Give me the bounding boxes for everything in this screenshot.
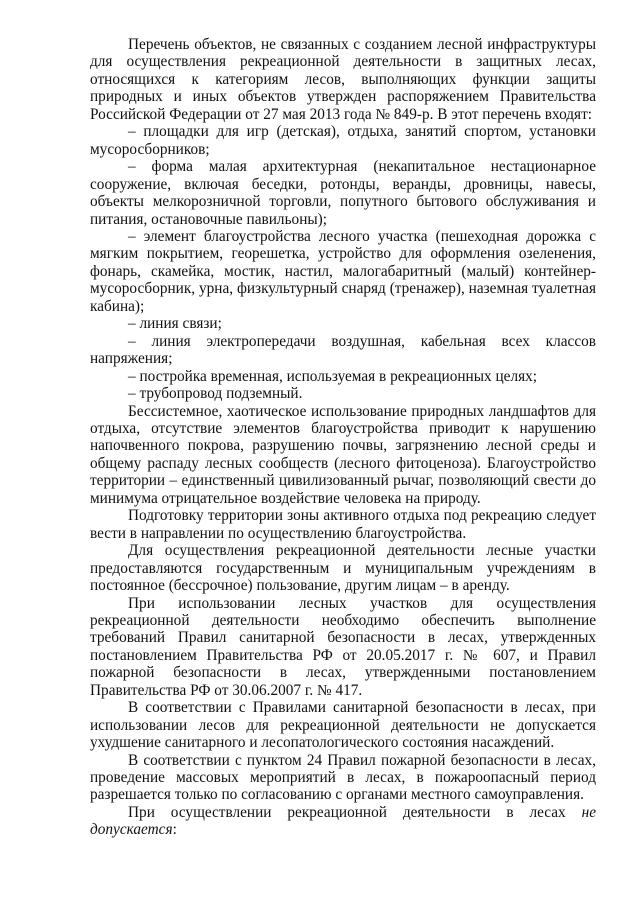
list-item-communication-line: – линия связи; (128, 315, 222, 333)
paragraph-prohibitions (90, 804, 596, 839)
paragraph-intro: Перечень объектов, не связанных с созданием лесной инфраструктуры для осуществления рекреационной деятельности в защитных лесах, относящихся к категориям лесов, выполняющих функции защиты природных и иных объектов утвержден распоряжением Правительства Российской Федерации от 27 мая 2013 года № 849-р. В этот перечень входят: (90, 36, 596, 123)
prohibitions-text: При осуществлении рекреационной деятельности в лесах (128, 803, 582, 821)
prohibitions-tail: : (172, 821, 177, 839)
list-item-power-line: – линия электропередачи воздушная, кабельная всех классов напряжения; (90, 332, 596, 368)
paragraph-sanitary-rules: В соответствии с Правилами санитарной безопасности в лесах, при использовании лесов для рекреационной деятельности не допускается ухудшение санитарного и лесопатологического состояния насаждений. (90, 699, 596, 752)
list-item-underground-pipeline: – трубопровод подземный. (128, 385, 303, 403)
list-item-landscaping-element: – элемент благоустройства лесного участка (пешеходная дорожка с мягким покрытием, георешетка, устройство для оформления озеленения, фонарь, скамейка, мостик, настил, малогабаритный (малый) контейнер-мусоросборник, урна, физкультурный снаряд (тренажер), наземная туалетная кабина); (90, 227, 596, 315)
list-item-small-architecture: – форма малая архитектурная (некапитальное нестационарное сооружение, включая беседки, ротонды, веранды, дровницы, навесы, объекты мелкорозничной торговли, попутного бытового обслуживания и питания, остановочные павильоны); (90, 158, 596, 228)
list-item-temporary-building: – постройка временная, используемая в рекреационных целях; (128, 367, 538, 385)
paragraph-land-provision: Для осуществления рекреационной деятельности лесные участки предоставляются государственным и муниципальным учреждениям в постоянное (бессрочное) пользование, другим лицам – в аренду. (90, 542, 596, 595)
document-page (90, 36, 596, 839)
paragraph-territory-preparation: Подготовку территории зоны активного отдыха под рекреацию следует вести в направлении по осуществлению благоустройства. (90, 507, 596, 542)
paragraph-chaotic-use: Бессистемное, хаотическое использование природных ландшафтов для отдыха, отсутствие элементов благоустройства приводит к нарушению напочвенного покрова, разрушению почвы, загрязнению лесной среды и общему распаду лесных сообществ (лесного фитоценоза). Благоустройство территории – единственный цивилизованный рычаг, позволяющий свести до минимума отрицательное воздействие человека на природу. (90, 402, 596, 507)
paragraph-fire-rules: В соответствии с пунктом 24 Правил пожарной безопасности в лесах, проведение массовых мероприятий в лесах, в пожароопасный период разрешается только по согласованию с органами местного самоуправления. (90, 751, 596, 804)
prohibitions-emphasis: не допускается (90, 803, 596, 839)
paragraph-rules-compliance: При использовании лесных участков для осуществления рекреационной деятельности необходимо обеспечить выполнение требований Правил санитарной безопасности в лесах, утвержденных постановлением Правительства РФ от 20.05.2017 г. № 607, и Правил пожарной безопасности в лесах, утвержденными постановлением Правительства РФ от 30.06.2007 г. № 417. (90, 594, 596, 699)
list-item-playgrounds: – площадки для игр (детская), отдыха, занятий спортом, установки мусоросборников; (90, 123, 596, 158)
